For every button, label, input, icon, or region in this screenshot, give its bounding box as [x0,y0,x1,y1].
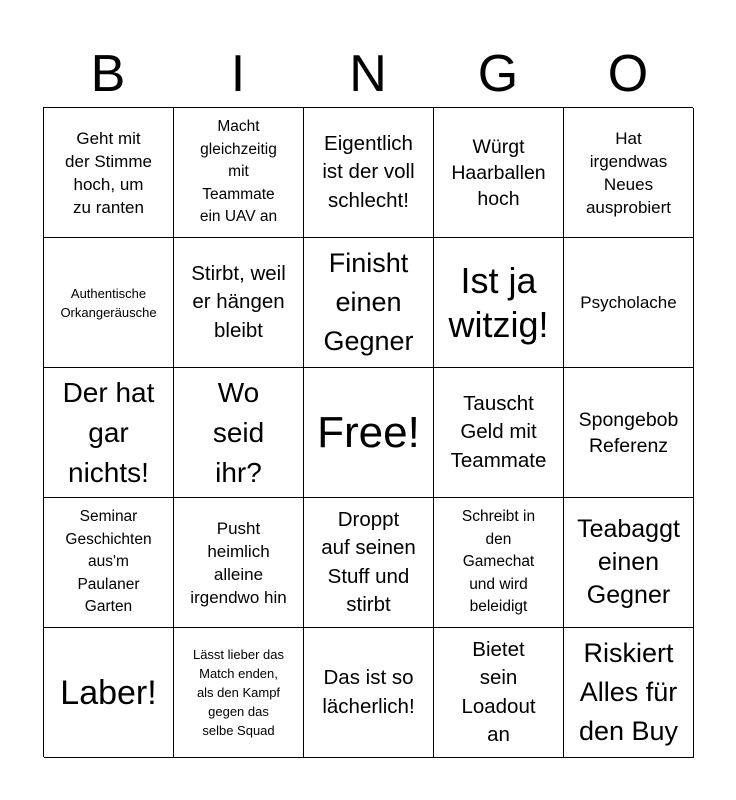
header-letter-o: O [607,45,649,103]
cell-text: Würgt Haarballen hoch [451,135,546,210]
bingo-cell[interactable] [304,498,434,628]
bingo-cell[interactable] [564,238,694,368]
cell-text: Bietet sein Loadout an [461,637,536,746]
bingo-cell[interactable] [434,368,564,498]
bingo-cell[interactable] [564,498,694,628]
cell-text: Ist ja witzig! [448,259,549,345]
bingo-header [43,40,693,108]
cell-text: Geht mit der Stimme hoch, um zu ranten [65,128,152,217]
bingo-cell[interactable] [44,628,174,758]
cell-text: Das ist so lächerlich! [322,666,415,718]
cell-text: Hat irgendwas Neues ausprobiert [585,128,672,217]
cell-text: Psycholache [580,293,677,312]
cell-text: Pusht heimlich alleine irgendwo hin [190,518,287,607]
cell-text: Stirbt, weil er hängen bleibt [191,261,286,342]
bingo-cell[interactable] [174,238,304,368]
header-letter-b: B [90,45,126,103]
bingo-cell[interactable] [44,108,174,238]
bingo-cell[interactable] [564,628,694,758]
bingo-grid [43,107,693,757]
bingo-cell[interactable] [434,238,564,368]
free-space-cell[interactable] [304,368,434,498]
cell-text: Spongebob Referenz [578,408,679,457]
cell-text: Macht gleichzeitig mit Teammate ein UAV an [199,118,278,226]
cell-text: Authentische Orkangeräusche [60,285,157,320]
cell-text: Riskiert Alles für den Buy [578,638,679,746]
cell-text: Lässt lieber das Match enden, als den Kampf gegen das selbe Squad [192,647,285,738]
cell-text: Seminar Geschichten aus'm Paulaner Garten [65,508,152,616]
bingo-cell[interactable] [174,368,304,498]
cell-text: Der hat gar nichts! [62,376,155,488]
cell-text: Tauscht Geld mit Teammate [450,391,547,472]
cell-text: Eigentlich ist der voll schlecht! [322,131,415,212]
bingo-cell[interactable] [44,498,174,628]
cell-text: Teabaggt einen Gegner [577,515,680,609]
bingo-cell[interactable] [434,108,564,238]
cell-text: Droppt auf seinen Stuff und stirbt [321,507,416,616]
header-letter-n: N [349,45,387,103]
bingo-cell[interactable] [434,498,564,628]
bingo-cell[interactable] [564,108,694,238]
cell-text: Laber! [60,673,157,712]
bingo-cell[interactable] [434,628,564,758]
bingo-cell[interactable] [304,628,434,758]
cell-text: Wo seid ihr? [212,376,265,488]
cell-text: Free! [317,407,420,457]
bingo-cell[interactable] [304,238,434,368]
bingo-cell[interactable] [174,498,304,628]
header-letter-g: G [477,45,519,103]
bingo-cell[interactable] [174,628,304,758]
bingo-cell[interactable] [564,368,694,498]
bingo-cell[interactable] [44,238,174,368]
cell-text: Finisht einen Gegner [323,248,414,356]
cell-text: Schreibt in den Gamechat und wird beleidigt [461,508,536,616]
bingo-cell[interactable] [304,108,434,238]
header-letter-i: I [230,45,246,103]
bingo-cell[interactable] [44,368,174,498]
bingo-cell[interactable] [174,108,304,238]
